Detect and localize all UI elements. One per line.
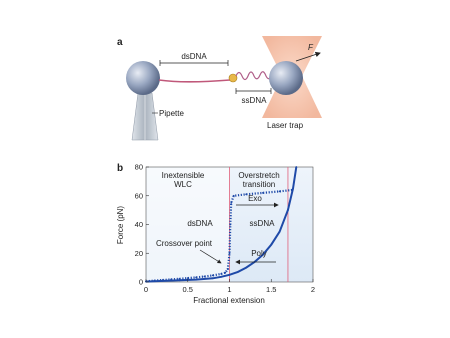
annotation-crossover: Crossover point — [155, 239, 213, 248]
annotation-overstretch: Overstretch — [238, 171, 280, 180]
data-point — [212, 277, 214, 279]
data-point — [162, 280, 164, 282]
force-label: F — [308, 43, 313, 52]
data-point — [287, 209, 289, 211]
annotation-transition: transition — [242, 180, 276, 189]
data-point — [179, 279, 181, 281]
data-point — [237, 271, 239, 273]
dsdna-label: dsDNA — [181, 52, 207, 61]
data-point — [224, 272, 226, 274]
y-tick-label: 60 — [134, 191, 143, 201]
panel-a — [117, 36, 322, 140]
x-tick-label: 0 — [143, 285, 149, 294]
right-bead — [269, 61, 303, 95]
dsdna-strand — [159, 80, 230, 82]
data-point — [212, 275, 214, 277]
ssdna-label: ssDNA — [241, 96, 267, 105]
y-axis-title: Force (pN) — [116, 205, 125, 245]
data-point — [204, 276, 206, 278]
x-axis-title: Fractional extension — [193, 296, 265, 305]
laser-trap-label: Laser trap — [267, 121, 304, 130]
left-bead — [126, 61, 160, 95]
data-point — [245, 267, 247, 269]
data-point — [220, 276, 222, 278]
data-point — [262, 192, 264, 194]
data-point — [229, 274, 231, 276]
x-tick-label: 0.5 — [182, 285, 193, 294]
data-point — [270, 244, 272, 246]
data-point — [187, 277, 189, 279]
panel-a-letter: a — [117, 37, 123, 48]
panel-b — [116, 163, 315, 306]
data-point — [195, 279, 197, 281]
y-tick-label: 80 — [134, 162, 143, 172]
pipette-label: Pipette — [159, 109, 184, 118]
data-point — [279, 231, 281, 233]
data-point — [229, 252, 231, 254]
y-tick-label: 40 — [134, 220, 143, 229]
x-tick-label: 2 — [310, 285, 316, 294]
annotation-wlc: WLC — [174, 180, 192, 189]
data-point — [230, 202, 232, 204]
data-point — [292, 188, 294, 190]
panel-b-letter: b — [117, 163, 124, 174]
data-point — [233, 195, 235, 197]
data-point — [279, 191, 281, 193]
annotation-inextensible: Inextensible — [161, 171, 205, 180]
annotation-exo: Exo — [248, 194, 262, 203]
data-point — [195, 277, 197, 279]
annotation-poly: Poly — [251, 249, 267, 258]
annotation-ssdna: ssDNA — [249, 219, 275, 228]
annotation-dsdna: dsDNA — [187, 219, 213, 228]
data-point — [220, 273, 222, 275]
x-tick-label: 1.5 — [266, 285, 277, 294]
data-point — [229, 224, 231, 226]
x-tick-label: 1 — [227, 285, 232, 294]
ssdna-bracket — [236, 88, 271, 94]
data-point — [227, 268, 229, 270]
data-point — [295, 166, 297, 168]
data-point — [245, 193, 247, 195]
y-tick-label: 0 — [138, 277, 143, 287]
y-tick-label: 20 — [134, 248, 143, 258]
